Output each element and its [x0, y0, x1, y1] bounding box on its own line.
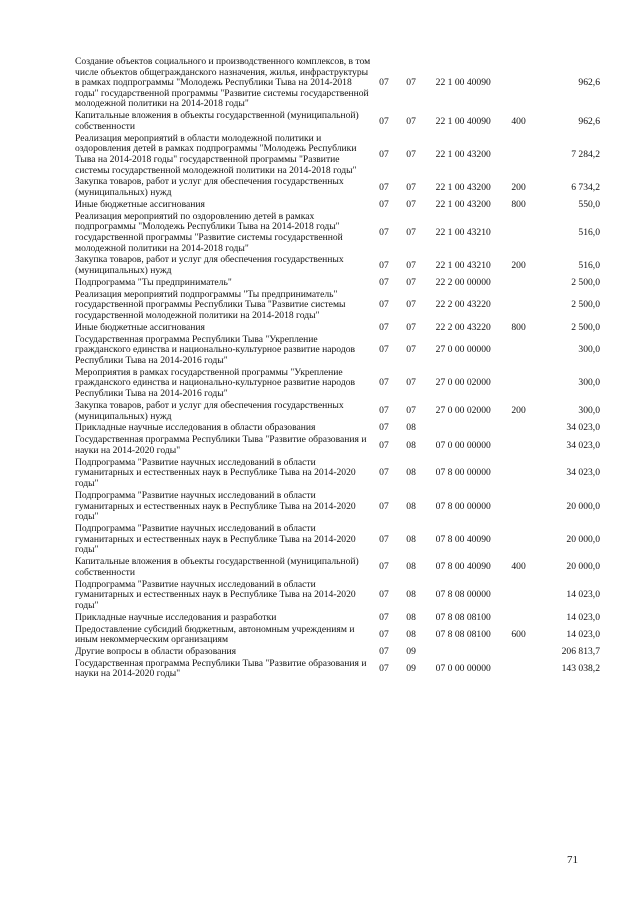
table-row: [75, 368, 600, 401]
expense-type-code: 600: [511, 628, 526, 640]
target-article-code: 07 8 08 08100: [435, 628, 491, 640]
row-description: Подпрограмма "Развитие научных исследований в области гуманитарных и естественных наук в Республике Тыва на 2014-2020 годы": [75, 522, 356, 556]
subsection-code: 08: [406, 561, 416, 573]
target-article-code: 07 8 00 00000: [435, 500, 491, 512]
target-article-code: 22 1 00 43200: [435, 181, 491, 193]
target-article-code: 07 8 00 00000: [435, 467, 491, 479]
row-description: Подпрограмма "Развитие научных исследований в области гуманитарных и естественных наук в Республике Тыва на 2014-2020 годы": [75, 456, 356, 490]
target-article-code: 22 1 00 40090: [435, 115, 491, 127]
table-row: [75, 524, 600, 557]
amount: 2 500,0: [571, 276, 600, 288]
expense-type-code: [502, 57, 535, 111]
section-code: 07: [379, 561, 389, 573]
subsection-code: 07: [406, 226, 416, 238]
target-article-code: 27 0 00 00000: [435, 344, 491, 356]
target-article-code: 07 8 00 40090: [435, 533, 491, 545]
amount: 2 500,0: [571, 321, 600, 333]
expense-type-code: [502, 278, 535, 290]
section-code: 07: [379, 646, 389, 657]
target-article-code: 27 0 00 02000: [435, 405, 491, 417]
subsection-code: 07: [406, 198, 416, 210]
amount: 143 038,2: [561, 663, 600, 675]
target-article-code: 22 2 00 43220: [435, 299, 491, 311]
target-article-code: 07 0 00 00000: [435, 439, 491, 451]
amount: 14 023,0: [566, 589, 600, 601]
subsection-code: 08: [406, 467, 416, 479]
target-article-code: 22 2 00 00000: [435, 276, 491, 288]
section-code: 07: [379, 259, 389, 271]
expense-type-code: 200: [511, 259, 526, 271]
budget-table: [75, 57, 600, 681]
amount: 962,6: [578, 115, 600, 127]
expense-type-code: [502, 647, 535, 659]
table-row: [75, 458, 600, 491]
expense-type-code: [502, 659, 535, 681]
subsection-code: 07: [406, 344, 416, 356]
amount: 7 284,2: [571, 148, 600, 160]
row-description: Реализация мероприятий по оздоровлению детей в рамках подпрограммы "Молодежь Республики Тыва на 2014-2018 годы" государственной программы "Развитие системы государственной молодежной политики на 2014-2018 годы": [75, 210, 343, 254]
amount: 206 813,7: [561, 646, 600, 657]
expense-type-code: [502, 491, 535, 524]
subsection-code: 08: [406, 589, 416, 601]
section-code: 07: [379, 405, 389, 417]
table-row: [75, 57, 600, 111]
table-row: [75, 580, 600, 613]
row-description: Прикладные научные исследования и разработки: [75, 611, 277, 623]
target-article-code: 22 2 00 43220: [435, 321, 491, 333]
table-row: [75, 625, 600, 647]
expense-type-code: [502, 524, 535, 557]
expense-type-code: 800: [511, 198, 526, 210]
target-article-code: 22 1 00 43210: [435, 226, 491, 238]
target-article-code: [425, 647, 502, 659]
row-description: Закупка товаров, работ и услуг для обеспечения государственных (муниципальных) нужд: [75, 176, 344, 199]
row-description: Капитальные вложения в объекты государственной (муниципальной) собственности: [75, 110, 359, 132]
section-code: 07: [379, 439, 389, 451]
amount: 516,0: [578, 259, 600, 271]
table-row: [75, 255, 600, 277]
amount: 550,0: [578, 198, 600, 210]
row-description: Иные бюджетные ассигнования: [75, 321, 205, 333]
row-description: Государственная программа Республики Тыва "Развитие образования и науки на 2014-2020 годы": [75, 434, 367, 456]
subsection-code: 08: [406, 500, 416, 512]
section-code: 07: [379, 115, 389, 127]
section-code: 07: [379, 533, 389, 545]
target-article-code: 07 8 08 00000: [435, 589, 491, 601]
expense-type-code: [502, 435, 535, 457]
expense-type-code: [502, 368, 535, 401]
section-code: 07: [379, 148, 389, 160]
expense-type-code: [502, 458, 535, 491]
section-code: 07: [379, 663, 389, 675]
section-code: 07: [379, 181, 389, 193]
target-article-code: 07 0 00 00000: [435, 663, 491, 675]
table-row: [75, 557, 600, 579]
subsection-code: 07: [406, 181, 416, 193]
section-code: 07: [379, 628, 389, 640]
target-article-code: 07 8 00 40090: [435, 561, 491, 573]
subsection-code: 07: [406, 276, 416, 288]
section-code: 07: [379, 321, 389, 333]
row-description: Создание объектов социального и производственного комплексов, в том числе объектов общегражданского назначения, жилья, инфраструктуры в рамках подпрограммы "Молодежь Республики Тыва на 2014-2018 годы" государственной программы "Развитие системы государственной молодежной политики на 2014-2018 годы": [75, 56, 371, 110]
subsection-code: 09: [406, 646, 416, 657]
row-description: Другие вопросы в области образования: [75, 646, 237, 657]
table-row: [75, 401, 600, 423]
row-description: Мероприятия в рамках государственной программы "Укрепление гражданского единства и национально-культурное развитие народов Республики Тыва на 2014-2016 годы": [75, 366, 356, 400]
expense-type-code: [502, 335, 535, 368]
row-description: Подпрограмма "Развитие научных исследований в области гуманитарных и естественных наук в Республике Тыва на 2014-2020 годы": [75, 489, 356, 523]
amount: 300,0: [578, 344, 600, 356]
expense-type-code: 400: [511, 115, 526, 127]
expense-type-code: [502, 423, 535, 435]
target-article-code: 22 1 00 43210: [435, 259, 491, 271]
table-row: [75, 111, 600, 133]
section-code: 07: [379, 377, 389, 389]
table-row: [75, 491, 600, 524]
amount: 20 000,0: [566, 561, 600, 573]
subsection-code: 09: [406, 663, 416, 675]
amount: 300,0: [578, 405, 600, 417]
budget-table-body: [75, 57, 600, 681]
expense-type-code: [502, 580, 535, 613]
row-description: Капитальные вложения в объекты государственной (муниципальной) собственности: [75, 556, 359, 578]
target-article-code: 22 1 00 43200: [435, 148, 491, 160]
table-row: [75, 613, 600, 625]
section-code: 07: [379, 198, 389, 210]
amount: 14 023,0: [566, 628, 600, 640]
amount: 300,0: [578, 377, 600, 389]
subsection-code: 07: [406, 377, 416, 389]
table-row: [75, 435, 600, 457]
expense-type-code: 400: [511, 561, 526, 573]
amount: 14 023,0: [566, 611, 600, 623]
section-code: 07: [379, 299, 389, 311]
subsection-code: 07: [406, 115, 416, 127]
row-description: Подпрограмма "Ты предприниматель": [75, 276, 232, 288]
amount: 962,6: [578, 77, 600, 89]
subsection-code: 08: [406, 628, 416, 640]
amount: 34 023,0: [566, 422, 600, 434]
table-row: [75, 177, 600, 199]
subsection-code: 07: [406, 148, 416, 160]
expense-type-code: 200: [511, 405, 526, 417]
row-description: Закупка товаров, работ и услуг для обеспечения государственных (муниципальных) нужд: [75, 399, 344, 422]
table-row: [75, 134, 600, 178]
row-description: Реализация мероприятий в области молодежной политики и оздоровления детей в рамках подпрограммы "Молодежь Республики Тыва на 2014-2018 годы" государственной программы "Развитие системы государственной молодежной политики на 2014-2018 годы": [75, 132, 357, 176]
target-article-code: 07 8 08 08100: [435, 611, 491, 623]
expense-type-code: 800: [511, 321, 526, 333]
amount: 2 500,0: [571, 299, 600, 311]
expense-type-code: [502, 290, 535, 323]
row-description: Прикладные научные исследования в области образования: [75, 422, 316, 434]
section-code: 07: [379, 500, 389, 512]
amount: 34 023,0: [566, 439, 600, 451]
amount: 34 023,0: [566, 467, 600, 479]
section-code: 07: [379, 467, 389, 479]
subsection-code: 08: [406, 533, 416, 545]
section-code: 07: [379, 226, 389, 238]
row-description: Иные бюджетные ассигнования: [75, 198, 205, 210]
page-number: 71: [567, 854, 578, 866]
section-code: 07: [379, 77, 389, 89]
expense-type-code: [502, 134, 535, 178]
table-row: [75, 290, 600, 323]
subsection-code: 08: [406, 422, 416, 434]
section-code: 07: [379, 611, 389, 623]
subsection-code: 08: [406, 611, 416, 623]
amount: 20 000,0: [566, 533, 600, 545]
row-description: Предоставление субсидий бюджетным, автономным учреждениям и иным некоммерческим организациям: [75, 623, 355, 646]
section-code: 07: [379, 422, 389, 434]
table-row: [75, 659, 600, 681]
section-code: 07: [379, 276, 389, 288]
subsection-code: 07: [406, 321, 416, 333]
row-description: Реализация мероприятий подпрограммы "Ты предприниматель" государственной программы Республики Тыва "Развитие системы государственной молодежной политики на 2014-2018 годы": [75, 288, 346, 322]
amount: 6 734,2: [571, 181, 600, 193]
amount: 516,0: [578, 226, 600, 238]
target-article-code: 22 1 00 43200: [435, 198, 491, 210]
section-code: 07: [379, 344, 389, 356]
amount: 20 000,0: [566, 500, 600, 512]
section-code: 07: [379, 589, 389, 601]
table-row: [75, 200, 600, 212]
row-description: Подпрограмма "Развитие научных исследований в области гуманитарных и естественных наук в Республике Тыва на 2014-2020 годы": [75, 578, 356, 611]
subsection-code: 07: [406, 405, 416, 417]
subsection-code: 07: [406, 259, 416, 271]
expense-type-code: [502, 613, 535, 625]
row-description: Государственная программа Республики Тыва "Укрепление гражданского единства и национально-культурное развитие народов Республики Тыва на 2014-2016 годы": [75, 333, 356, 366]
subsection-code: 08: [406, 439, 416, 451]
table-row: [75, 212, 600, 256]
expense-type-code: [502, 212, 535, 256]
target-article-code: [425, 423, 502, 435]
target-article-code: 27 0 00 02000: [435, 377, 491, 389]
row-description: Государственная программа Республики Тыва "Развитие образования и науки на 2014-2020 годы": [75, 657, 367, 680]
target-article-code: 22 1 00 40090: [435, 77, 491, 89]
row-description: Закупка товаров, работ и услуг для обеспечения государственных (муниципальных) нужд: [75, 254, 344, 277]
subsection-code: 07: [406, 77, 416, 89]
subsection-code: 07: [406, 299, 416, 311]
table-row: [75, 335, 600, 368]
expense-type-code: 200: [511, 181, 526, 193]
